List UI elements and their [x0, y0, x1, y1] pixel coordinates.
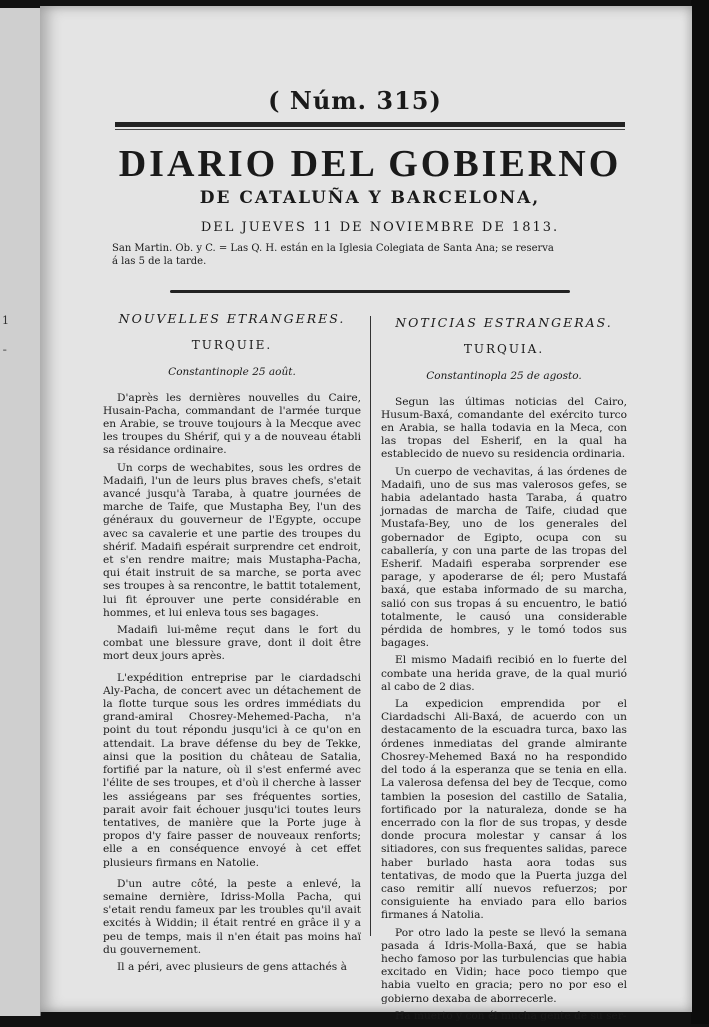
column-divider: [370, 316, 371, 936]
dateline-place: Constantinople 25 août.: [168, 366, 296, 379]
section-rule: [170, 290, 570, 293]
masthead-subtitle: DE CATALUÑA Y BARCELONA,: [199, 188, 541, 208]
french-column: [103, 312, 361, 978]
dateline: DEL JUEVES 11 DE NOVIEMBRE DE 1813.: [200, 220, 560, 235]
section-heading: NOUVELLES ETRANGERES.: [118, 311, 346, 326]
margin-mark: ˉ: [2, 348, 8, 361]
top-rule-thin: [115, 129, 625, 130]
article-paragraph: Ha muerto y con él mucha gente de su ser-: [395, 1009, 627, 1022]
article-paragraph: La expedicion emprendida por el Ciardadschi Ali-Baxá, de acuerdo con un destacamento de la escuadra turca, baxo las órdenes inmediatas del grande almirante Chosrey-Mehemed Baxá no ha respondido del todo á la esperanza que se tenia en ella. La valerosa defensa del bey de Tecque, como tambien la posesion del castillo de Satalia, fortificado por la naturaleza, donde se ha encerrado con la flor de sus tropas, y desde donde procura molestar y cansar á los sitiadores, con sus frequentes salidas, parece haber burlado hasta aora todas sus tentativas, de modo que la Puerta juzga del caso remitir allí nuevos refuerzos; por consiguiente ha enviado para ello barios firmanes á Natolia.: [381, 698, 627, 922]
spanish-column: [381, 316, 627, 1027]
top-rule: [115, 122, 625, 127]
dateline-place: Constantinopla 25 de agosto.: [426, 370, 582, 383]
country-heading: TURQUIA.: [463, 342, 545, 357]
facing-page-edge: [0, 8, 41, 1016]
article-paragraph: D'après les dernières nouvelles du Caire, Husain-Pacha, commandant de l'armée turque en Arabie, se trouve toujours à la Mecque avec les troupes du Shérif, qui y a de nouveau établi sa résidance ordinaire.: [103, 391, 361, 457]
section-heading: NOTICIAS ESTRANGERAS.: [395, 315, 613, 330]
article-paragraph: Un cuerpo de vechavitas, á las órdenes de Madaifi, uno de sus mas valerosos gefes, se habia adelantado hasta Taraba, á quatro jornadas de marcha de Taife, ciudad que Mustafa-Bey, uno de los generales del gobernador de Egipto, ocupa con su caballería, y con una parte de las tropas del Esherif. Madaifi esperaba sorprender ese parage, y apoderarse de él; pero Mustafá baxá, que estaba informado de su marcha, salió con sus tropas á su encuentro, le batió totalmente, le causó una considerable pérdida de hombres, y le tomó todos sus bagages.: [381, 465, 627, 650]
issue-number: ( Núm. 315): [268, 86, 442, 115]
masthead-title: DIARIO DEL GOBIERNO: [118, 143, 622, 185]
article-paragraph: L'expédition entreprise par le ciardadschi Aly-Pacha, de concert avec un détachement de la flotte turque sous les ordres immédiats du grand-amiral Chosrey-Mehemed-Pacha, n'a point du tout répondu jusqu'ici à ce qu'on en attendait. La brave défense du bey de Tekke, ainsi que la position du château de Satalia, fortifié par la nature, où il s'est enfermé avec l'élite de ses troupes, et d'où il cherche à lasser les assiégeans par ses fréquentes sorties, parait avoir fait échouer jusqu'ici toutes leurs tentatives, de manière que la Porte juge à propos d'y faire passer de nouveaux renforts; elle a en conséquence envoyé à cet effet plusieurs firmans en Natolie.: [103, 671, 361, 869]
country-heading: TURQUIE.: [191, 338, 273, 353]
article-paragraph: D'un autre côté, la peste a enlevé, la semaine dernière, Idriss-Molla Pacha, qui s'etait rendu fameux par les troubles qu'il avait excités à Widdin; il était rentré en grâce il y a peu de temps, mais il n'en était pas moins haï du gouvernement.: [103, 877, 361, 956]
article-paragraph: Segun las últimas noticias del Cairo, Husum-Baxá, comandante del exército turco en Arabia, se halla todavia en la Meca, con las tropas del Esherif, en la qual ha establecido de nuevo su residencia ordinaria.: [381, 395, 627, 461]
saints-notice: San Martin. Ob. y C. = Las Q. H. están en la Iglesia Colegiata de Santa Ana; se reserva: [112, 243, 554, 254]
book-edge: [691, 0, 709, 1024]
article-paragraph: Madaifi lui-même reçut dans le fort du combat une blessure grave, dont il doit être mort deux jours après.: [103, 624, 361, 663]
article-paragraph: El mismo Madaifi recibió en lo fuerte del combate una herida grave, de la qual murió al cabo de 2 dias.: [381, 654, 627, 693]
article-paragraph: Por otro lado la peste se llevó la semana pasada á Idris-Molla-Baxá, que se habia hecho famoso por las turbulencias que habia excitado en Vidin; hace poco tiempo que habia vuelto en gracia; pero no por eso el gobierno dexaba de aborrecerle.: [381, 926, 627, 1005]
saints-notice-cont: á las 5 de la tarde.: [112, 256, 207, 267]
margin-mark: 1: [2, 314, 9, 327]
article-paragraph: Il a péri, avec plusieurs de gens attachés à: [117, 960, 347, 973]
article-paragraph: Un corps de wechabites, sous les ordres de Madaifi, l'un de leurs plus braves chefs, s'etait avancé jusqu'à Taraba, à quatre journées de marche de Taife, que Mustapha Bey, l'un des généraux du gouverneur de l'Egypte, occupe avec sa cavalerie et une partie des troupes du shérif. Madaifi espérait surprendre cet endroit, et s'en rendre maitre; mais Mustapha-Pacha, qui était instruit de sa marche, se porta avec ses troupes à sa rencontre, le battit totalement, lui fit éprouver une perte considérable en hommes, et lui enleva tous ses bagages.: [103, 461, 361, 619]
